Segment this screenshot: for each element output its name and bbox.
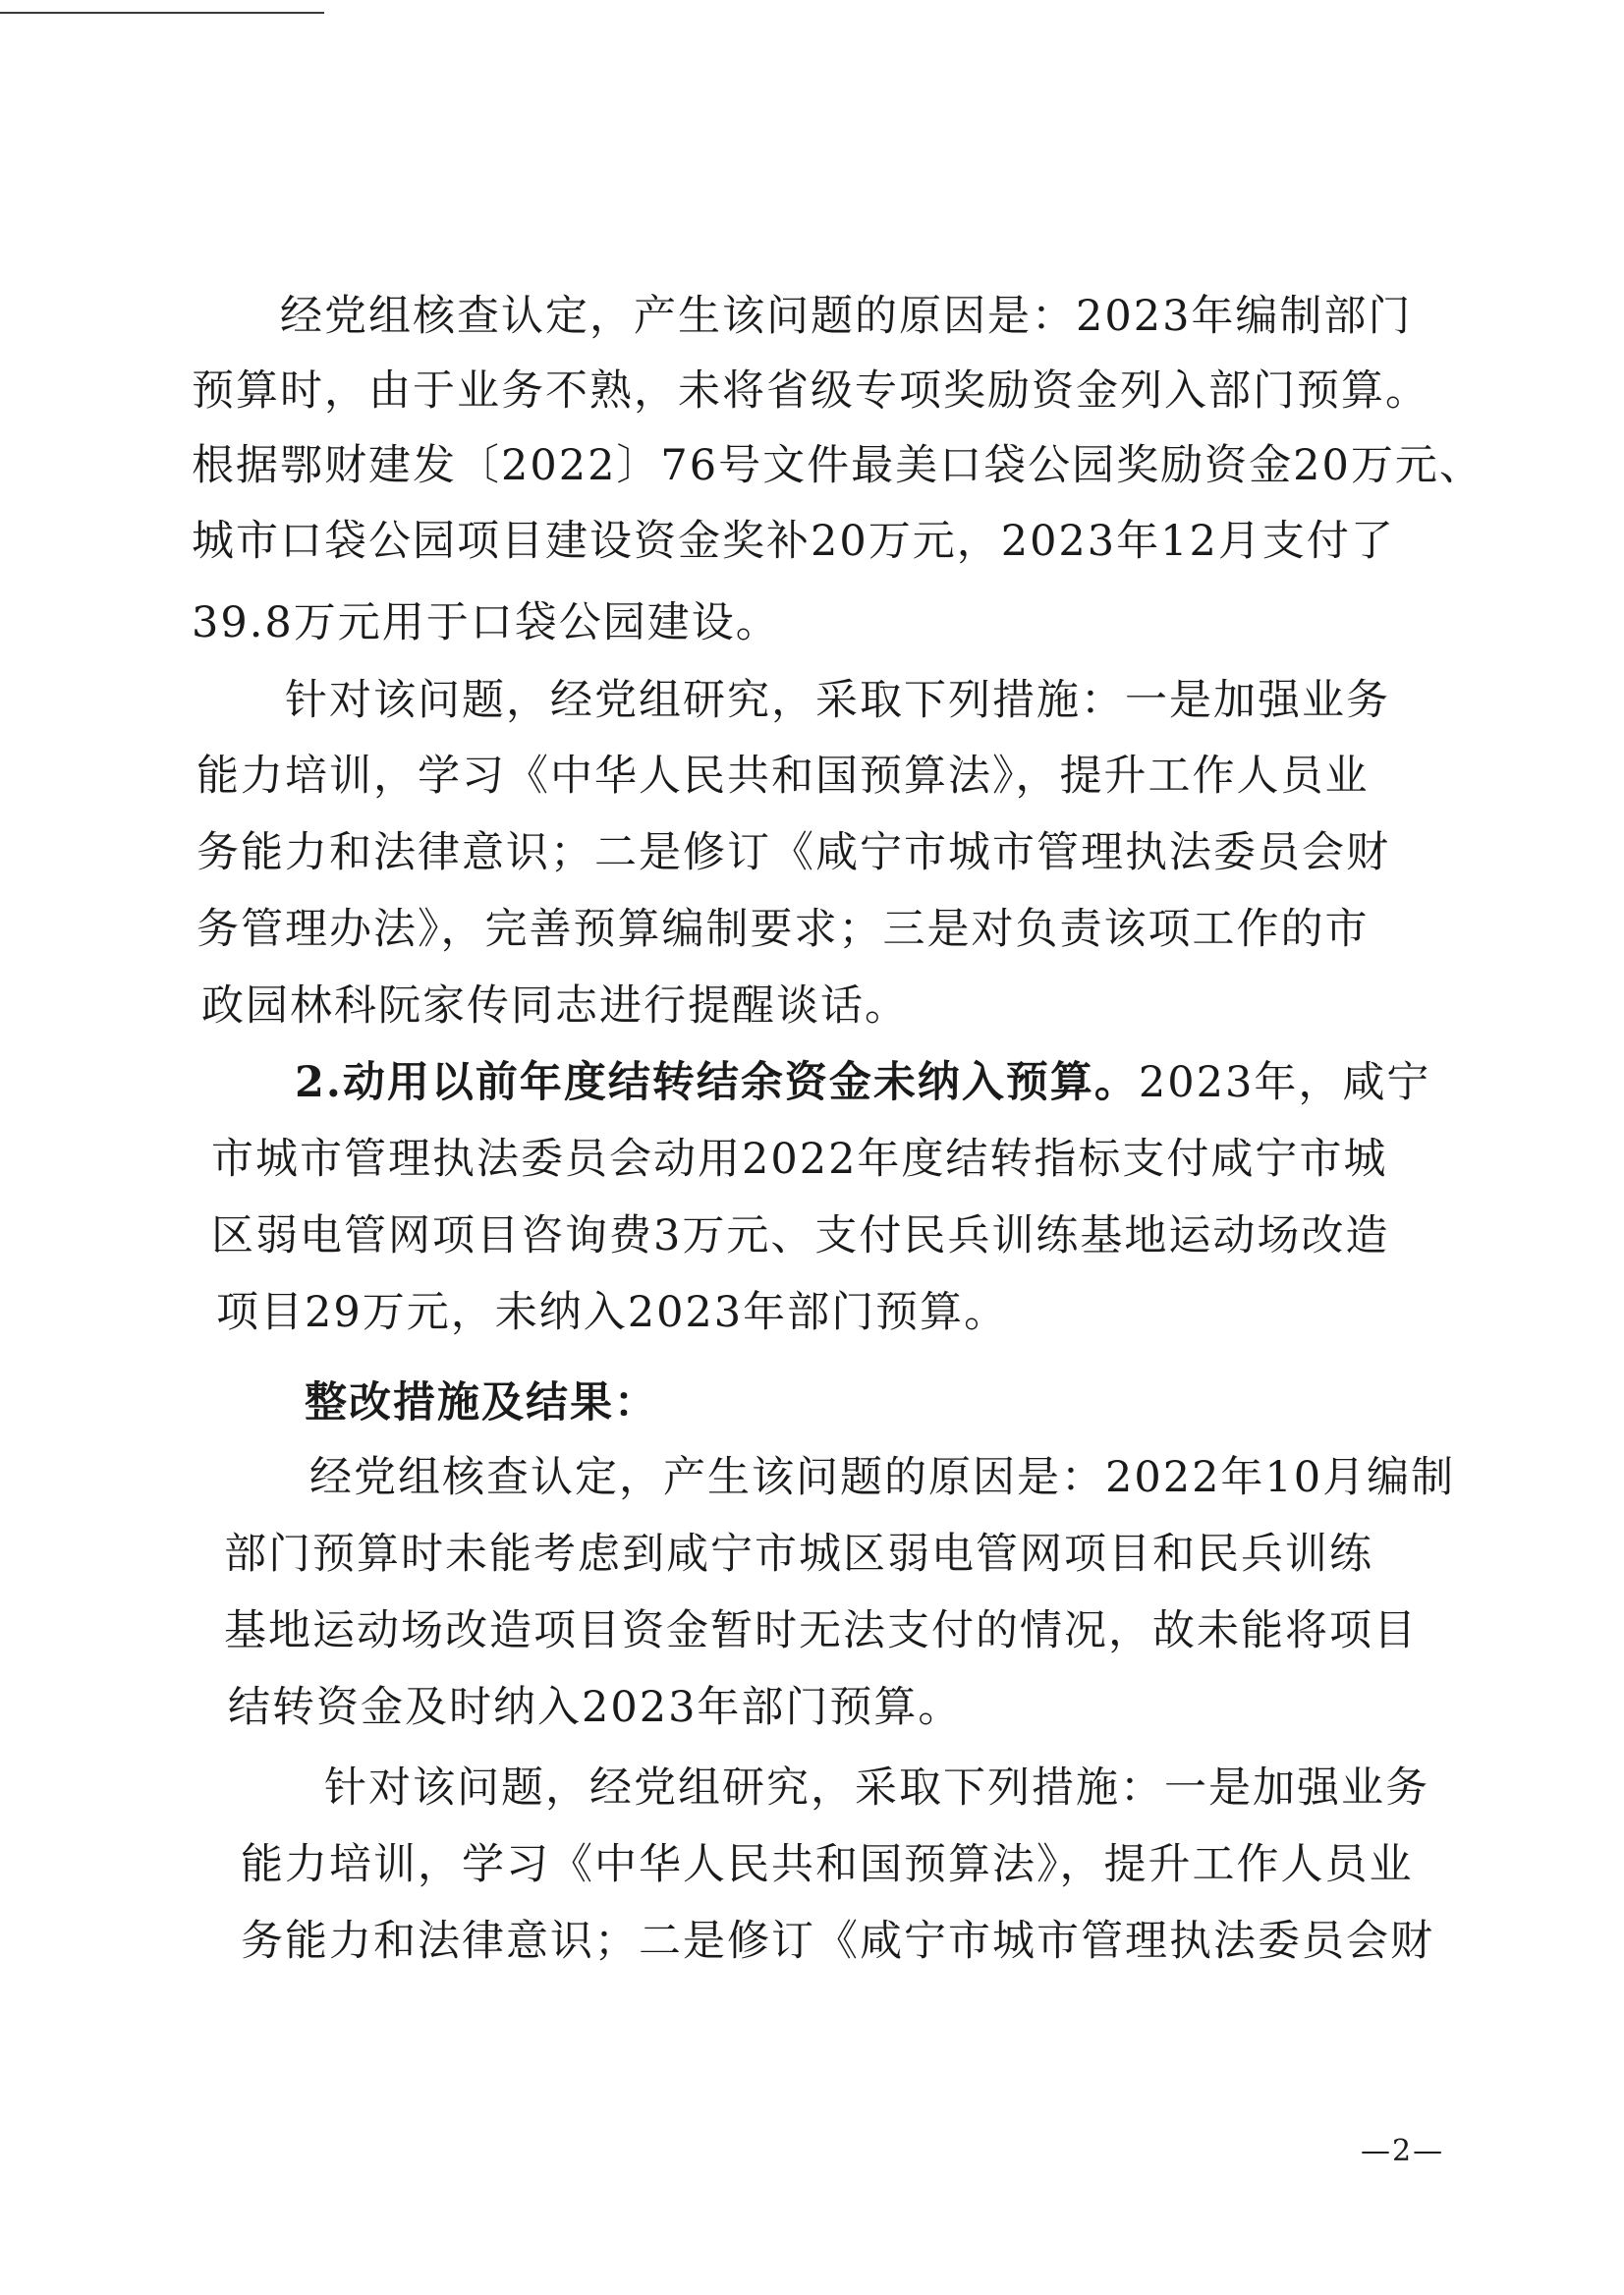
- text-line: [0, 512, 1624, 571]
- text-line: [0, 1759, 1624, 1818]
- line-text: 能力培训，学习《中华人民共和国预算法》，提升工作人员业: [196, 752, 1370, 801]
- line-text: 39.8万元用于口袋公园建设。: [192, 598, 780, 647]
- line-text: 基地运动场改造项目资金暂时无法支付的情况，故未能将项目: [224, 1606, 1418, 1655]
- text-line: [0, 1206, 1624, 1265]
- text-line: [0, 1448, 1624, 1507]
- line-text: 针对该问题，经党组研究，采取下列措施：一是加强业务: [285, 676, 1390, 725]
- line-text: 务管理办法》，完善预算编制要求；三是对负责该项工作的市: [196, 905, 1370, 954]
- text-line: [0, 362, 1624, 420]
- text-line: [0, 1373, 1624, 1432]
- text-line: [0, 823, 1624, 882]
- line-text: 市城市管理执法委员会动用2022年度结转指标支付咸宁市城: [211, 1135, 1388, 1184]
- text-line: [0, 1525, 1624, 1584]
- line-text: 根据鄂财建发〔2022〕76号文件最美口袋公园奖励资金20万元、: [192, 441, 1484, 490]
- line-text: 区弱电管网项目咨询费3万元、支付民兵训练基地运动场改造: [211, 1211, 1390, 1260]
- subsection-heading: 整改措施及结果：: [305, 1378, 658, 1427]
- page-number: —2—: [1361, 2134, 1445, 2168]
- text-line: [0, 1283, 1624, 1342]
- text-line: [0, 1130, 1624, 1189]
- line-text: 项目29万元，未纳入2023年部门预算。: [216, 1288, 1009, 1337]
- text-line: [0, 1678, 1624, 1737]
- line-text: 2023年，咸宁: [1138, 1058, 1431, 1107]
- text-line: [0, 436, 1624, 495]
- line-text: 经党组核查认定，产生该问题的原因是：2023年编制部门: [280, 292, 1413, 341]
- text-line: [0, 593, 1624, 652]
- text-line: [0, 1053, 1624, 1112]
- text-line: [0, 747, 1624, 806]
- header-rule: [0, 12, 324, 14]
- text-line: [0, 1601, 1624, 1660]
- line-text: 针对该问题，经党组研究，采取下列措施：一是加强业务: [324, 1763, 1429, 1813]
- line-text: 结转资金及时纳入2023年部门预算。: [228, 1683, 963, 1732]
- line-text: 预算时，由于业务不熟，未将省级专项奖励资金列入部门预算。: [192, 366, 1429, 416]
- text-line: [0, 1835, 1624, 1894]
- line-text: 务能力和法律意识；二是修订《咸宁市城市管理执法委员会财: [196, 828, 1390, 877]
- line-text: 部门预算时未能考虑到咸宁市城区弱电管网项目和民兵训练: [224, 1530, 1373, 1579]
- text-line: [0, 900, 1624, 959]
- line-text: 经党组核查认定，产生该问题的原因是：2022年10月编制: [309, 1453, 1456, 1502]
- line-text: 政园林科阮家传同志进行提醒谈话。: [201, 981, 909, 1031]
- text-line: [0, 977, 1624, 1036]
- line-text: 能力培训，学习《中华人民共和国预算法》，提升工作人员业: [241, 1840, 1414, 1889]
- line-text: 城市口袋公园项目建设资金奖补20万元，2023年12月支付了: [192, 517, 1395, 566]
- line-text: 务能力和法律意识；二是修订《咸宁市城市管理执法委员会财: [241, 1917, 1434, 1966]
- section-heading: 2.动用以前年度结转结余资金未纳入预算。: [295, 1058, 1139, 1107]
- text-line: [0, 287, 1624, 346]
- text-line: [0, 671, 1624, 730]
- text-line: [0, 1912, 1624, 1971]
